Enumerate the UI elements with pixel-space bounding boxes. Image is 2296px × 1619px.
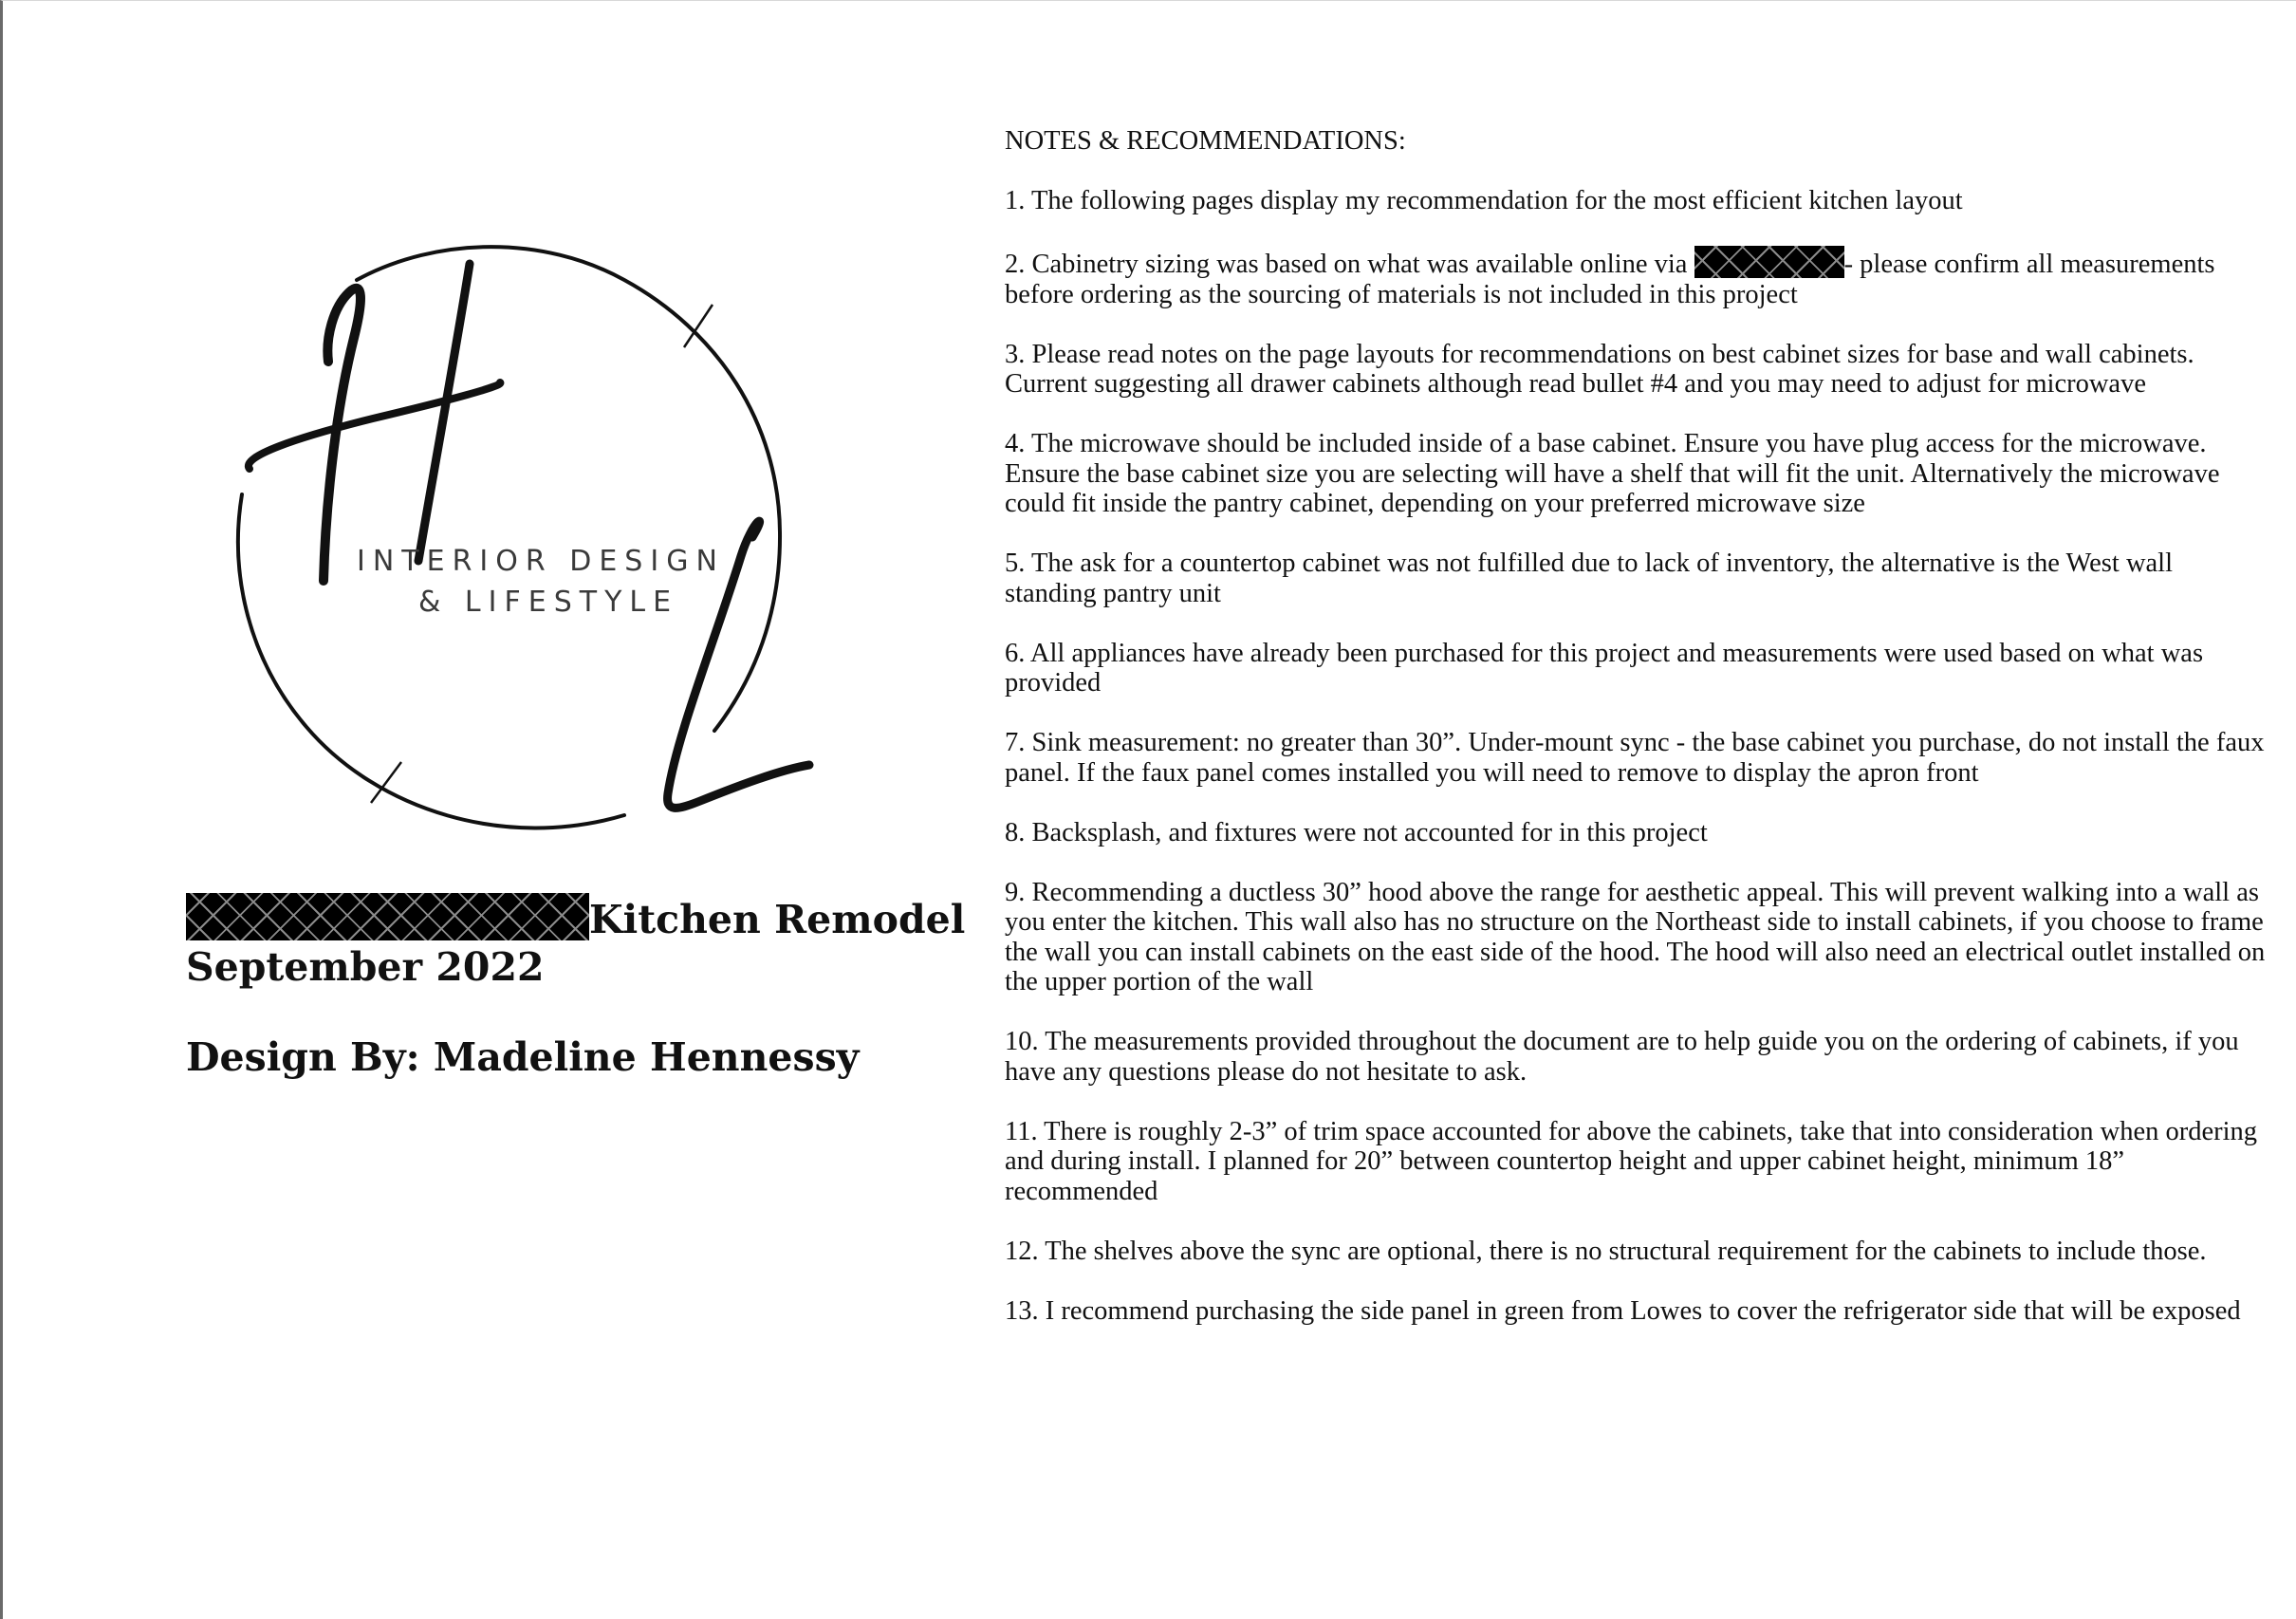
logo-letter-h-right [418,264,470,561]
note-item-13: 13. I recommend purchasing the side panel in green from Lowes to cover the refrigerator side that will be exposed [1005,1295,2241,1326]
note-item-12: 12. The shelves above the sync are optional, there is no structural requirement for the cabinets to include those. [1005,1236,2207,1266]
project-title: Kitchen Remodel [589,897,966,942]
logo-letter-h-bar [249,382,501,469]
note-item-2 [1005,246,2267,309]
note-item-8: 8. Backsplash, and fixtures were not accounted for in this project [1005,817,1708,847]
note-item-3: 3. Please read notes on the page layouts for recommendations on best cabinet sizes for base and wall cabinets. Current suggesting all drawer cabinets although read bullet #4 and you may need to adjust for microwave [1005,339,2194,399]
project-date: September 2022 [186,944,545,990]
title-block [186,893,973,1081]
note-item-5: 5. The ask for a countertop cabinet was not fulfilled due to lack of inventory, the alternative is the West wall standing pantry unit [1005,549,2174,608]
note-item-2-text-after: - please confirm all measurements before ordering as the sourcing of materials is not included in this project [1005,250,2215,309]
redacted-vendor-name [1694,246,1844,278]
note-item-11: 11. There is roughly 2-3” of trim space accounted for above the cabinets, take that into consideration when ordering and during install. I planned for 20” between countertop height and upper cabinet height, minimum 18” recommended [1005,1116,2258,1206]
note-item-6: 6. All appliances have already been purchased for this project and measurements were used based on what was provided [1005,638,2204,698]
hl-monogram-logo [221,243,847,850]
designer-credit: Design By: Madeline Hennessy [186,1034,860,1080]
note-item-4: 4. The microwave should be included inside of a base cabinet. Ensure you have plug access for the microwave. Ensure the base cabinet size you are selecting will have a shelf that will fit the unit. Alternatively the microwave could fit inside the pantry cabinet, depending on your preferred microwave size [1005,429,2220,518]
logo-text-line1: INTERIOR DESIGN [357,545,725,578]
logo-letter-h-left [324,288,361,581]
note-item-1: 1. The following pages display my recommendation for the most efficient kitchen layout [1005,186,1963,215]
notes-heading: NOTES & RECOMMENDATIONS: [1005,126,1406,156]
note-item-2-text-before: 2. Cabinetry sizing was based on what was available online via [1005,250,1694,279]
project-title-line [186,893,973,943]
brand-logo [221,243,847,850]
note-item-9: 9. Recommending a ductless 30” hood above the range for aesthetic appeal. This will prevent walking into a wall as you enter the kitchen. This wall also has no structure on the Northeast side to install cabinets, if you choose to frame the wall you can install cabinets on the east side of the hood. The hood will also need an electrical outlet installed on the upper portion of the wall [1005,877,2266,996]
redacted-client-name [186,893,589,940]
logo-circle-arc-top [357,247,780,731]
notes-section [1005,126,2267,1356]
note-item-10: 10. The measurements provided throughout the document are to help guide you on the ordering of cabinets, if you have any questions please do not hesitate to ask. [1005,1027,2239,1087]
note-item-7: 7. Sink measurement: no greater than 30”. Under-mount sync - the base cabinet you purchase, do not install the faux panel. If the faux panel comes installed you will need to remove to display the apron front [1005,728,2265,788]
logo-text-line2: & LIFESTYLE [418,586,679,619]
